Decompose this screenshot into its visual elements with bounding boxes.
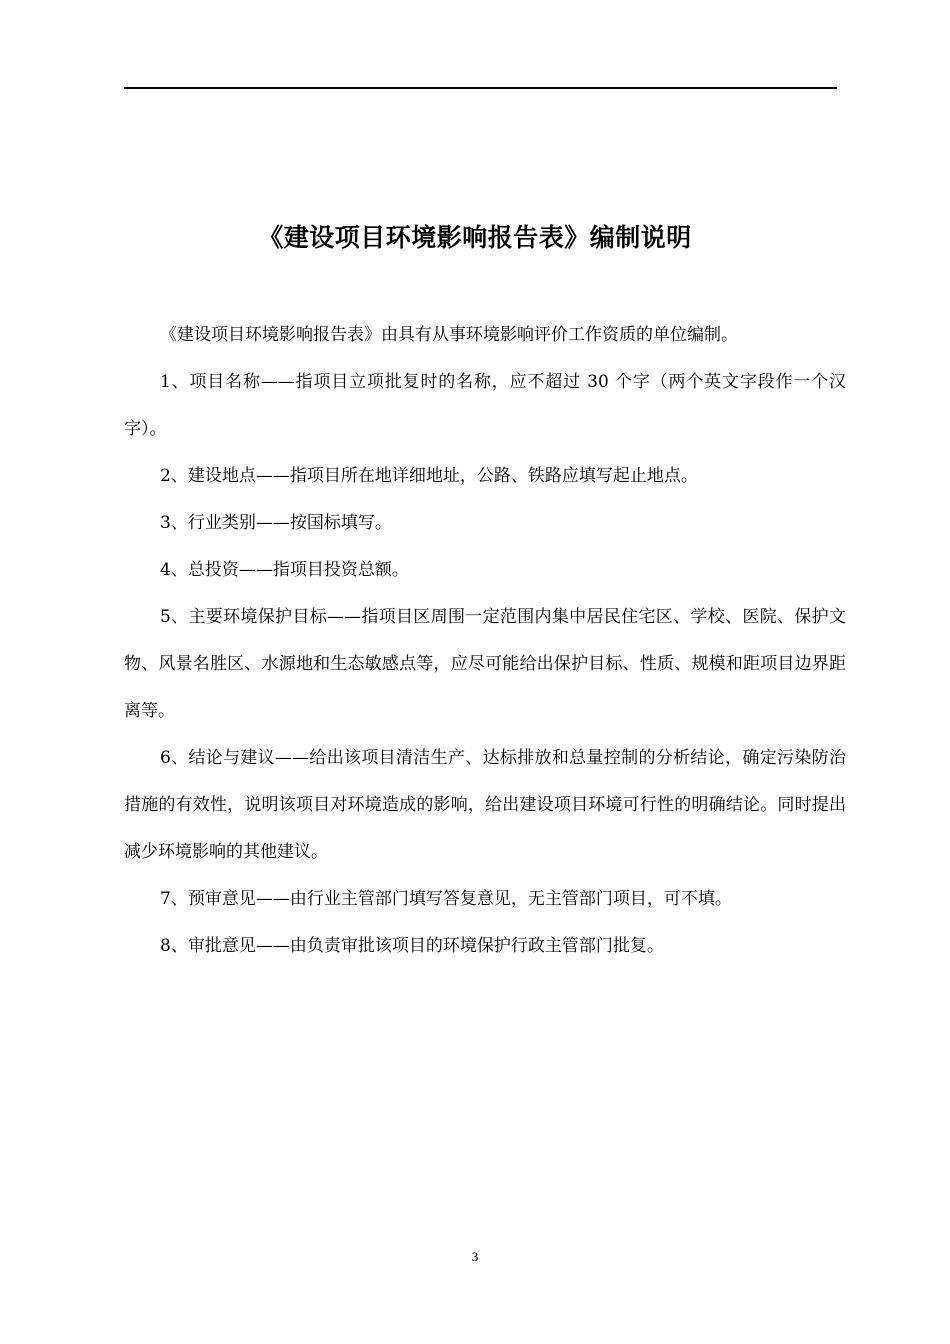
document-body	[124, 312, 846, 970]
item-total-investment: 4、总投资——指项目投资总额。	[160, 560, 409, 580]
item-preliminary-review: 7、预审意见——由行业主管部门填写答复意见，无主管部门项目，可不填。	[160, 889, 732, 909]
header-rule	[124, 87, 837, 89]
item-approval-opinion: 8、审批意见——由负责审批该项目的环境保护行政主管部门批复。	[160, 936, 664, 956]
intro-paragraph: 《建设项目环境影响报告表》由具有从事环境影响评价工作资质的单位编制。	[160, 325, 738, 345]
page-title: 《建设项目环境影响报告表》编制说明	[258, 223, 692, 252]
item-location: 2、建设地点——指项目所在地详细地址，公路、铁路应填写起止地点。	[160, 466, 698, 486]
item-industry-category: 3、行业类别——按国标填写。	[160, 513, 392, 533]
item-conclusions: 6、结论与建议——给出该项目清洁生产、达标排放和总量控制的分析结论，确定污染防治措施的有效性，说明该项目对环境造成的影响，给出建设项目环境可行性的明确结论。同时提出减少环境影响的其他建议。	[124, 748, 846, 862]
page-number: 3	[471, 1249, 479, 1264]
item-project-name: 1、项目名称——指项目立项批复时的名称，应不超过 30 个字（两个英文字段作一个汉字）。	[124, 372, 846, 439]
item-protection-targets: 5、主要环境保护目标——指项目区周围一定范围内集中居民住宅区、学校、医院、保护文物、风景名胜区、水源地和生态敏感点等，应尽可能给出保护目标、性质、规模和距项目边界距离等。	[124, 607, 846, 721]
